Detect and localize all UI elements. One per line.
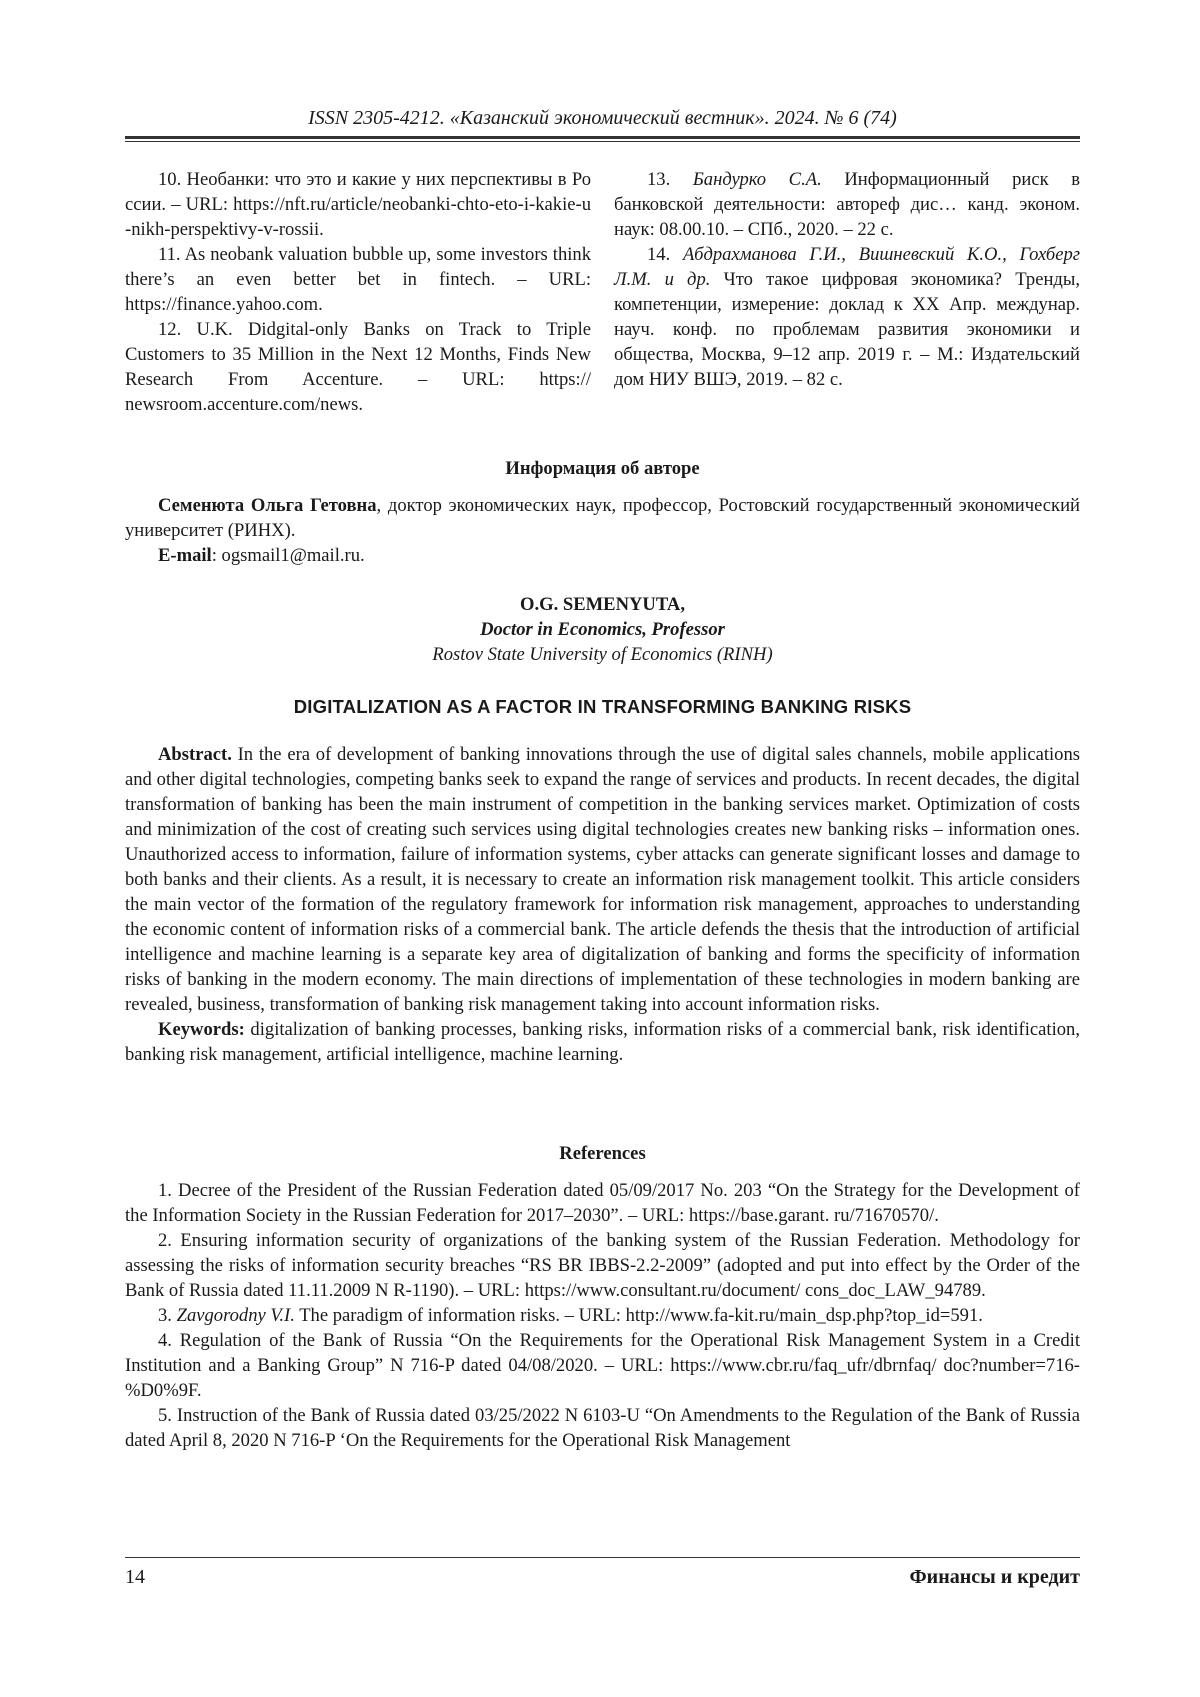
footer-rule xyxy=(125,1557,1080,1558)
keywords-text: digitalization of banking processes, banking risks, information risks of a commercial bank, risk identification, banking risk management, artificial intelligence, machine learning. xyxy=(125,1019,1080,1065)
reference-item: 10. Необанки: что это и какие у них перспективы в России. – URL: https://nft.ru/article/neobanki-chto-eto-i-kakie-u-nikh-perspektivy-v-rossii. xyxy=(125,169,591,240)
reference-item: 2. Ensuring information security of organizations of the banking system of the Russian Federation. Methodology for assessing the risks of information security breaches “RS BR IBBS-2.2-2009” (adopted and put into effect by the Order of the Bank of Russia dated 11.11.2009 N R-1190). – URL: https://www.consultant.ru/document/ cons_doc_LAW_94789. xyxy=(125,1230,1080,1301)
reference-author: Бандурко С.А. xyxy=(692,169,822,190)
reference-item: 4. Regulation of the Bank of Russia “On the Requirements for the Operational Risk Management System in a Credit Institution and a Banking Group” N 716-P dated 04/08/2020. – URL: https://www.cbr.ru/faq_ufr/dbrnfaq/ doc?number=716-%D0%9F. xyxy=(125,1330,1080,1401)
reference-author: Zavgorodny V.I. xyxy=(176,1305,295,1326)
page-number: 14 xyxy=(125,1566,145,1588)
abstract xyxy=(125,742,1080,1067)
en-author-title: Doctor in Economics, Professor xyxy=(480,619,725,640)
abstract-label: Abstract. xyxy=(158,744,232,765)
references-heading: References xyxy=(559,1143,646,1164)
section-name: Финансы и кредит xyxy=(909,1566,1080,1588)
reference-item: 13. Бандурко С.А. Информационный риск в банковской деятельности: автореф дис… канд. эконом. наук: 08.00.10. – СПб., 2020. – 22 с. xyxy=(614,169,1080,240)
keywords xyxy=(125,1017,1080,1067)
header-rule xyxy=(125,136,1080,142)
right-column xyxy=(614,167,1080,417)
author-info: Семенюта Ольга Гетовна, доктор экономических наук, профессор, Ростовский государственный экономический университет (РИНХ). E-mail: ogsmail1@mail.ru. xyxy=(125,495,1080,566)
left-column xyxy=(125,167,591,417)
reference-author: Абдрахманова Г.И., Вишневский К.О., Гохберг Л.М. и др. xyxy=(614,244,1080,290)
reference-item: 3. Zavgorodny V.I. The paradigm of information risks. – URL: http://www.fa-kit.ru/main_dsp.php?top_id=591. xyxy=(158,1305,983,1326)
references-list xyxy=(125,1178,1080,1453)
author-email: : ogsmail1@mail.ru. xyxy=(211,545,365,566)
reference-item: 14. Абдрахманова Г.И., Вишневский К.О., Гохберг Л.М. и др. Что такое цифровая экономика? Тренды, компетенции, измерение: доклад к XX Апр. междунар. науч. конф. по проблемам развития экономики и общества, Москва, 9–12 апр. 2019 г. – М.: Издательский дом НИУ ВШЭ, 2019. – 82 с. xyxy=(614,244,1080,390)
keywords-label: Keywords: xyxy=(158,1019,245,1040)
en-author-affiliation: Rostov State University of Economics (RINH) xyxy=(432,644,773,665)
reference-columns xyxy=(125,167,1080,417)
reference-item: 1. Decree of the President of the Russian Federation dated 05/09/2017 No. 203 “On the Strategy for the Development of the Information Society in the Russian Federation for 2017–2030”. – URL: https://base.garant. ru/71670570/. xyxy=(125,1180,1080,1226)
en-author-name: O.G. SEMENYUTA, xyxy=(520,594,685,615)
email-label: E-mail xyxy=(158,545,212,566)
author-name: Семенюта Ольга Гетовна xyxy=(158,495,377,516)
abstract-text: In the era of development of banking innovations through the use of digital sales channels, mobile applications and other digital technologies, competing banks seek to expand the range of services and products. In recent decades, the digital transformation of banking has been the main instrument of competition in the banking services market. Optimization of costs and minimization of the cost of creating such services using digital technologies creates new banking risks – information ones. Unauthorized access to information, failure of information systems, cyber attacks can generate significant losses and damage to both banks and their clients. As a result, it is necessary to create an information risk management toolkit. This article considers the main vector of the formation of the regulatory framework for information risk management, approaches to understanding the economic content of information risks of a commercial bank. The article defends the thesis that the introduction of artificial intelligence and machine learning is a separate key area of digitalization of banking and forms the specificity of information risks of banking in the modern economy. The main directions of implementation of these technologies in modern banking are revealed, business, transformation of banking risk management taking into account information risks. xyxy=(125,744,1080,1015)
author-info-heading: Информация об авторе xyxy=(505,458,700,479)
page-footer xyxy=(125,1563,1080,1591)
reference-item: 11. As neobank valuation bubble up, some investors think there’s an even better bet in fintech. – URL: https://finance.yahoo.com. xyxy=(125,244,592,315)
reference-item: 5. Instruction of the Bank of Russia dated 03/25/2022 N 6103-U “On Amendments to the Regulation of the Bank of Russia dated April 8, 2020 N 716-P ‘On the Requirements for the Operational Risk Management xyxy=(125,1405,1080,1451)
reference-item: 12. U.K. Didgital-only Banks on Track to Triple Customers to 35 Million in the Next 12 Months, Finds New Research From Accenture. – URL: https:// newsroom.accenture.com/news. xyxy=(125,319,591,415)
running-header: ISSN 2305-4212. «Казанский экономический вестник». 2024. № 6 (74) xyxy=(308,107,897,129)
article-title: DIGITALIZATION AS A FACTOR IN TRANSFORMING BANKING RISKS xyxy=(293,696,912,717)
